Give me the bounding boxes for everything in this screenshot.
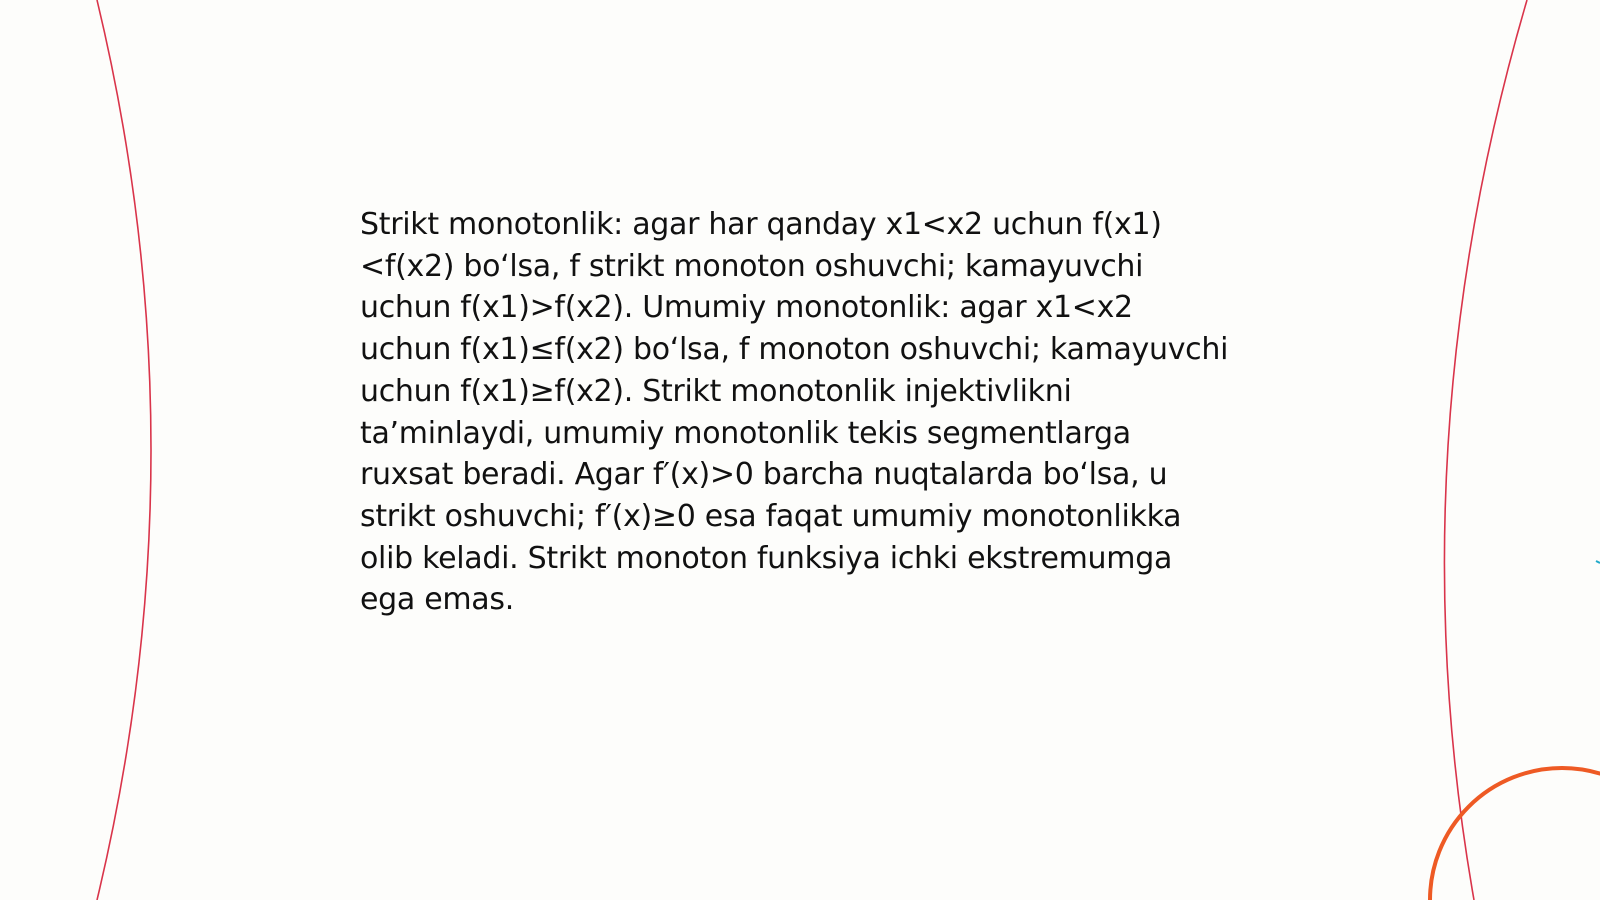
- body-text: Strikt monotonlik: agar har qanday x1<x2 uchun f(x1)<f(x2) bo‘lsa, f strikt monoton oshuvchi; kamayuvchi uchun f(x1)>f(x2). Umumiy monotonlik: agar x1<x2 uchun f(x1)≤f(x2) bo‘lsa, f monoton oshuvchi; kamayuvchi uchun f(x1)≥f(x2). Strikt monotonlik injektivlikni ta’minlaydi, umumiy monotonlik tekis segmentlarga ruxsat beradi. Agar f′(x)>0 barcha nuqtalarda bo‘lsa, u strikt oshuvchi; f′(x)≥0 esa faqat umumiy monotonlikka olib keladi. Strikt monoton funksiya ichki ekstremumga ega emas.: [360, 207, 1229, 618]
- left-arc-line: [97, 0, 151, 900]
- orange-circle-outline: [1430, 768, 1600, 900]
- teal-mark: [1596, 561, 1600, 563]
- right-arc-line: [1444, 0, 1527, 900]
